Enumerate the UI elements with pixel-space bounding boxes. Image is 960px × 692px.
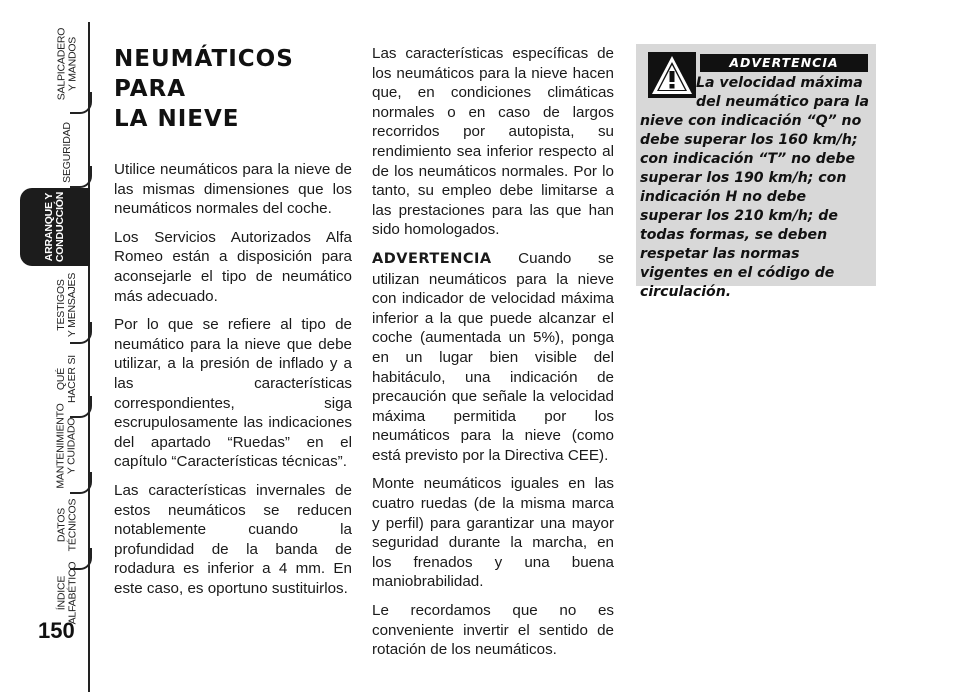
tab-label: TESTIGOS Y MENSAJES: [55, 272, 79, 338]
paragraph: Las características invernales de estos neumáticos se reducen notablemente cuando la profundidad de la banda de rodadura es inferior a 4 mm. En este caso, es oportuno sustituirlos.: [114, 481, 352, 597]
paragraph: Monte neumáticos iguales en las cuatro ruedas (de la misma marca y perfil) para garantizar una mayor seguridad durante la marcha, en los frenados y una buena maniobrabilidad.: [372, 475, 614, 591]
middle-column: [372, 44, 614, 669]
warning-box: [636, 44, 876, 300]
warning-title: ADVERTENCIA: [700, 54, 868, 72]
title-line-2: LA NIEVE: [114, 106, 240, 132]
warning-lead: ADVERTENCIA: [372, 250, 492, 267]
section-title: [114, 44, 352, 134]
tab-label: SEGURIDAD: [60, 121, 73, 183]
left-column: [114, 44, 352, 607]
tab-label: MANTENIMIENTO Y CUIDADO: [55, 403, 79, 489]
tab-label: SALPICADERO Y MANDOS: [55, 27, 78, 101]
title-line-1: NEUMÁTICOS PARA: [114, 46, 294, 102]
warning-text-block: [640, 74, 870, 302]
paragraph: Las características específicas de los neumáticos para la nieve hacen que, en condiciones climáticas normales o en caso de largos recorridos por autopista, su rendimiento sea inferior respecto al de los neumáticos normales. Por lo tanto, su empleo debe limitarse a las prestaciones para las que han sido homologados.: [372, 45, 614, 239]
tab-label: DATOS TÉCNICOS: [55, 498, 78, 552]
paragraph: Utilice neumáticos para la nieve de las mismas dimensiones que los neumáticos normales del coche.: [114, 161, 352, 218]
paragraph: Le recordamos que no es conveniente invertir el sentido de rotación de los neumáticos.: [372, 602, 614, 659]
paragraph-warning: [372, 249, 614, 466]
warning-paragraph-text: Cuando se utilizan neumáticos para la nieve con indicador de velocidad máxima inferior a la que puede alcanzar el coche (aumentada un 5%), ponga en un lugar bien visible del habitáculo, una indicación de precaución que señale la velocidad máxima permitida por los neumáticos para la nieve (como está previsto por la Directiva CEE).: [372, 249, 614, 464]
tab-indice[interactable]: [44, 560, 90, 626]
tab-label: QUÉ HACER SI: [55, 355, 78, 403]
tab-arranque-active[interactable]: [20, 188, 90, 266]
page-number: 150: [38, 618, 75, 643]
tab-label: ÍNDICE ALFABÉTICO: [55, 561, 78, 625]
paragraph: Por lo que se refiere al tipo de neumático para la nieve que debe utilizar, a la presión de inflado y a las características correspondientes, siga escrupulosamente las indicaciones del apartado “Ruedas” en el capítulo “Características técnicas”.: [114, 316, 352, 471]
chapter-sidebar: [0, 0, 100, 692]
paragraph: Los Servicios Autorizados Alfa Romeo están a disposición para aconsejarle el tipo de neumático más adecuado.: [114, 228, 352, 305]
warning-text: La velocidad máxima del neumático para la nieve con indicación “Q” no debe superar los 160 km/h; con indicación “T” no debe superar los 190 km/h; con indicación H no debe superar los 210 km/h; de todas formas, se deben respetar las normas vigentes en el código de circulación.: [640, 75, 870, 300]
tab-label: ARRANQUE Y CONDUCCIÓN: [43, 191, 66, 263]
